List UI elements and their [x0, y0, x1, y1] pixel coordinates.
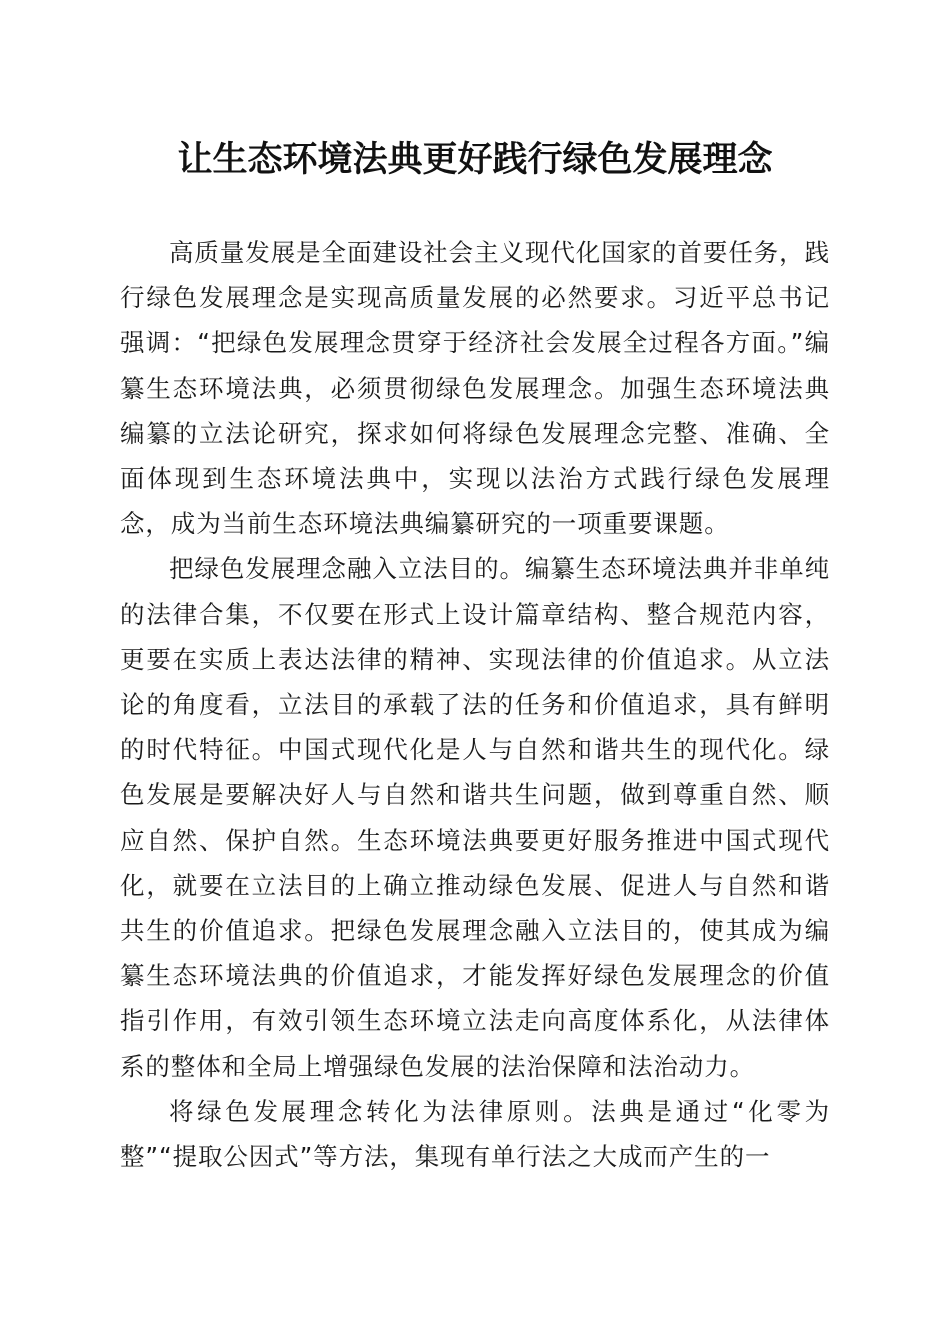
- paragraph-2: 把绿色发展理念融入立法目的。编纂生态环境法典并非单纯的法律合集，不仅要在形式上设计篇章结构、整合规范内容，更要在实质上表达法律的精神、实现法律的价值追求。从立法论的角度看，立法目的承载了法的任务和价值追求，具有鲜明的时代特征。中国式现代化是人与自然和谐共生的现代化。绿色发展是要解决好人与自然和谐共生问题，做到尊重自然、顺应自然、保护自然。生态环境法典要更好服务推进中国式现代化，就要在立法目的上确立推动绿色发展、促进人与自然和谐共生的价值追求。把绿色发展理念融入立法目的，使其成为编纂生态环境法典的价值追求，才能发挥好绿色发展理念的价值指引作用，有效引领生态环境立法走向高度体系化，从法律体系的整体和全局上增强绿色发展的法治保障和法治动力。: [120, 554, 830, 1081]
- paragraph-1: 高质量发展是全面建设社会主义现代化国家的首要任务，践行绿色发展理念是实现高质量发展的必然要求。习近平总书记强调：“把绿色发展理念贯穿于经济社会发展全过程各方面。”编纂生态环境法典，必须贯彻绿色发展理念。加强生态环境法典编纂的立法论研究，探求如何将绿色发展理念完整、准确、全面体现到生态环境法典中，实现以法治方式践行绿色发展理念，成为当前生态环境法典编纂研究的一项重要课题。: [120, 238, 830, 539]
- document-title: 让生态环境法典更好践行绿色发展理念: [177, 139, 773, 180]
- document-body: [120, 230, 830, 1179]
- paragraph-3: 将绿色发展理念转化为法律原则。法典是通过“化零为整”“提取公因式”等方法，集现有单行法之大成而产生的一: [120, 1096, 830, 1172]
